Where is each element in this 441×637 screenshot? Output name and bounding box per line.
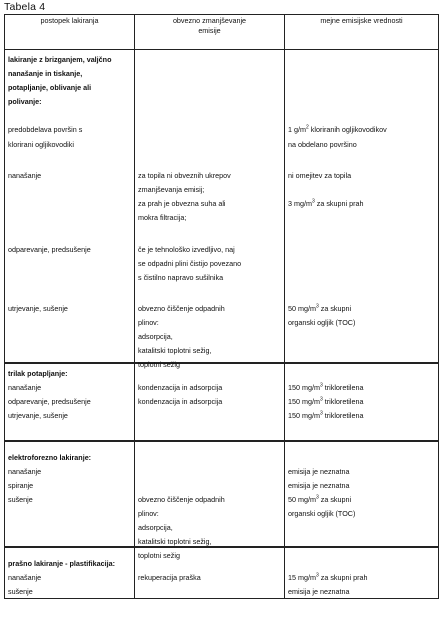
s1-limits: 1 $g/m^2$ kloriranih ogljikovodikov na obdelano površino ni omejitev za topila 3 $mg/m^3$ za skupni prah 50 $mg/m^3$ za skupni organski ogljik (TOC) bbox=[285, 50, 439, 363]
s2-limits: 150 $mg/m^3$ trikloretilena 150 $mg/m^3$ trikloretilena 150 $mg/m^3$ trikloretilena bbox=[285, 363, 439, 441]
s1-process: lakiranje z brizganjem, valjčno nanašanje in tiskanje, potapljanje, oblivanje ali polivanje: predobdelava površin s klorirani ogljikovodiki nanašanje odparevanje, predsušenje utrjevanje, sušenje bbox=[5, 50, 135, 363]
s4-limits: 15 $mg/m^3$ za skupni prah emisija je neznatna bbox=[285, 547, 439, 599]
table-row bbox=[5, 441, 439, 547]
table-row bbox=[5, 547, 439, 599]
header-limits: mejne emisijske vrednosti bbox=[285, 15, 439, 50]
header-process: postopek lakiranja bbox=[5, 15, 135, 50]
table-row bbox=[5, 50, 439, 363]
emission-table bbox=[4, 14, 439, 599]
s3-process: elektroforezno lakiranje: nanašanje spiranje sušenje bbox=[5, 441, 135, 547]
s4-process: prašno lakiranje - plastifikacija: nanašanje sušenje bbox=[5, 547, 135, 599]
table-row bbox=[5, 363, 439, 441]
s1-reduction: za topila ni obveznih ukrepov zmanjševanja emisij; za prah je obvezna suha ali mokra filtracija; če je tehnološko izvedljivo, naj se odpadni plini čistijo povezano s čistilno napravo sušilnika obvezno čiščenje odpadnih plinov: adsorpcija, katalitski toplotni sežig, toplotni sežig bbox=[135, 50, 285, 363]
s4-reduction: rekuperacija praška bbox=[135, 547, 285, 599]
s3-limits: emisija je neznatna emisija je neznatna 50 $mg/m^3$ za skupni organski ogljik (TOC) bbox=[285, 441, 439, 547]
s2-reduction: kondenzacija in adsorpcija kondenzacija in adsorpcija bbox=[135, 363, 285, 441]
table-caption: Tabela 4 bbox=[4, 1, 46, 13]
s3-reduction: obvezno čiščenje odpadnih plinov: adsorpcija, katalitski toplotni sežig, toplotni sežig bbox=[135, 441, 285, 547]
header-reduction: obvezno zmanjševanje emisije bbox=[135, 15, 285, 50]
s2-process: trilak potapljanje: nanašanje odparevanje, predsušenje utrjevanje, sušenje bbox=[5, 363, 135, 441]
